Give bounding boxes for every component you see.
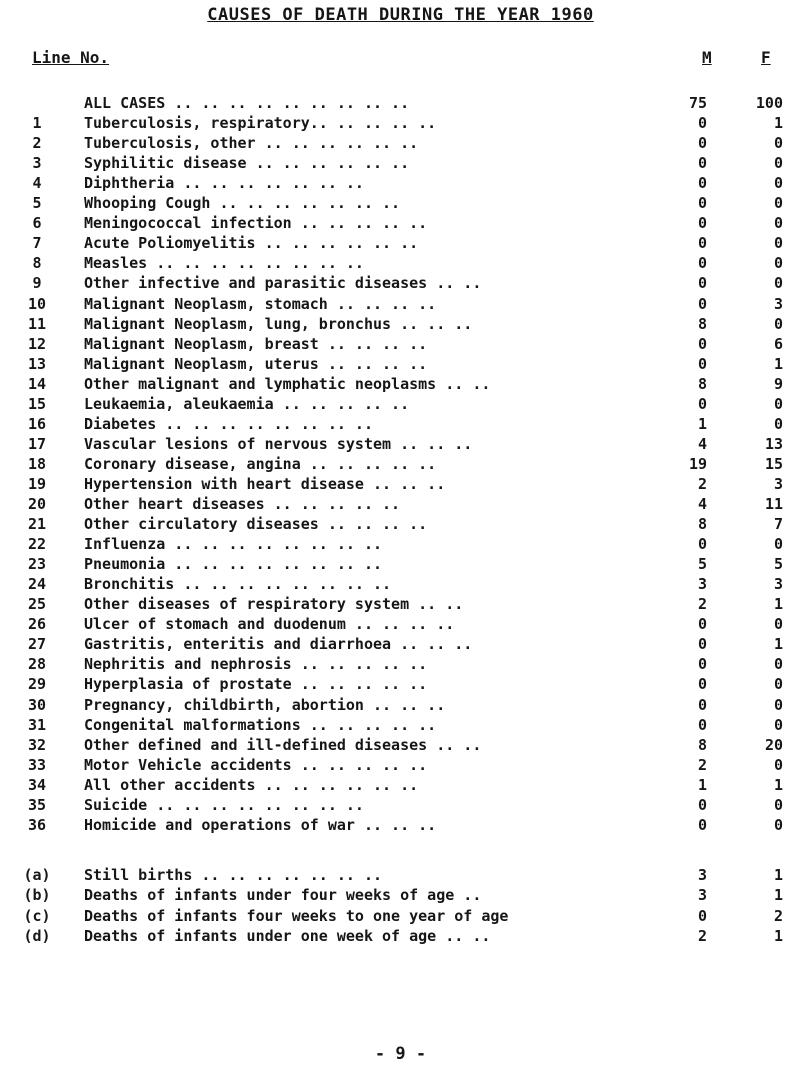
cause-label: Measles .. .. .. .. .. .. .. .. [84,254,364,273]
male-count: 0 [697,254,707,273]
line-number: 14 [27,374,47,393]
female-count: 0 [773,795,783,814]
cause-label: Pneumonia .. .. .. .. .. .. .. .. [84,555,383,574]
table-row [0,555,801,575]
male-count: 8 [697,515,707,534]
female-count: 11 [764,495,783,513]
table-row [0,395,801,415]
line-number: (b) [23,886,51,905]
table-row [0,595,801,615]
male-count: 3 [697,886,707,905]
female-count: 1 [773,775,783,794]
line-number: 36 [27,815,47,834]
line-number: 34 [27,775,47,794]
male-count: 0 [697,906,707,925]
female-count: 3 [773,474,783,493]
female-count: 0 [773,154,783,173]
cause-label: Malignant Neoplasm, breast .. .. .. .. [84,334,428,353]
male-count: 3 [697,575,707,594]
female-count: 1 [773,886,783,905]
table-row [0,776,801,796]
cause-label: Other diseases of respiratory system .. .. [84,595,464,614]
line-number: 18 [27,454,47,473]
table-row [0,415,801,435]
cause-label: Hyperplasia of prostate .. .. .. .. .. [84,675,428,694]
table-row [0,515,801,535]
female-count: 20 [764,735,783,754]
cause-label: Influenza .. .. .. .. .. .. .. .. [84,535,383,554]
male-count: 8 [697,314,707,333]
cause-label: Whooping Cough .. .. .. .. .. .. .. [84,194,401,213]
table-row [0,736,801,756]
cause-label: Nephritis and nephrosis .. .. .. .. .. [84,655,428,674]
female-count: 13 [764,434,783,453]
male-count: 0 [697,354,707,373]
table-row [0,315,801,335]
line-number: 6 [32,214,42,233]
line-number: 15 [27,394,47,413]
line-number: 11 [27,314,47,333]
cause-label: Other heart diseases .. .. .. .. .. [84,495,401,513]
female-count: 0 [773,815,783,834]
table-row [0,335,801,355]
female-count: 0 [773,655,783,674]
female-count: 0 [773,535,783,554]
cause-label: Hypertension with heart disease .. .. .. [84,474,446,493]
female-count: 0 [773,695,783,714]
line-number: 26 [27,615,47,634]
male-count: 0 [697,154,707,173]
cause-label: Diphtheria .. .. .. .. .. .. .. [84,174,364,193]
page-title: CAUSES OF DEATH DURING THE YEAR 1960 [207,5,594,25]
line-number: 27 [27,635,47,654]
cause-label: Deaths of infants under one week of age .. .. [84,926,491,945]
female-count: 3 [773,294,783,313]
female-count: 0 [773,414,783,433]
table-row [0,254,801,274]
male-count: 0 [697,655,707,674]
female-count: 0 [773,254,783,273]
table-row [0,435,801,455]
line-number: 35 [27,795,47,814]
male-count: 4 [697,434,707,453]
cause-label: Acute Poliomyelitis .. .. .. .. .. .. [84,234,419,253]
table-row [0,174,801,194]
male-count: 0 [697,274,707,293]
male-count: 2 [697,474,707,493]
female-count: 0 [773,134,783,153]
female-column-header: F [761,48,771,67]
male-count: 0 [697,114,707,133]
line-number: 25 [27,595,47,614]
line-number: (c) [23,906,51,925]
table-row [0,495,801,515]
male-count: 0 [697,194,707,213]
line-number: 33 [27,755,47,774]
line-number: 12 [27,334,47,353]
line-number: 10 [27,294,47,313]
female-count: 6 [773,334,783,353]
cause-label: Leukaemia, aleukaemia .. .. .. .. .. [84,394,410,413]
cause-label: Congenital malformations .. .. .. .. .. [84,715,437,734]
cause-label: Malignant Neoplasm, uterus .. .. .. .. [84,354,428,373]
male-count: 2 [697,926,707,945]
line-number: 21 [27,515,47,534]
cause-label: Malignant Neoplasm, lung, bronchus .. .. .. [84,314,473,333]
male-count: 2 [697,595,707,614]
female-count: 0 [773,314,783,333]
male-count: 0 [697,334,707,353]
female-count: 1 [773,926,783,945]
table-row [0,696,801,716]
line-number: 22 [27,535,47,554]
line-number: 24 [27,575,47,594]
female-count: 1 [773,595,783,614]
female-count: 0 [773,755,783,774]
male-count: 19 [688,454,707,473]
line-number: 1 [32,114,42,133]
male-count: 0 [697,635,707,654]
cause-label: Bronchitis .. .. .. .. .. .. .. .. [84,575,392,594]
cause-label: Vascular lesions of nervous system .. .. .. [84,434,473,453]
cause-label: Deaths of infants under four weeks of age .. [84,886,482,905]
male-count: 0 [697,294,707,313]
table-row [0,274,801,294]
line-number: 19 [27,474,47,493]
male-count: 5 [697,555,707,574]
cause-label: Coronary disease, angina .. .. .. .. .. [84,454,437,473]
female-count: 0 [773,234,783,253]
table-row [0,535,801,555]
male-count: 2 [697,755,707,774]
cause-label: Other circulatory diseases .. .. .. .. [84,515,428,534]
male-column-header: M [702,48,712,67]
female-count: 0 [773,214,783,233]
table-row [0,635,801,655]
cause-label: Ulcer of stomach and duodenum .. .. .. .. [84,615,455,634]
female-count: 0 [773,274,783,293]
line-number: 32 [27,735,47,754]
female-count: 100 [755,94,783,112]
table-row [0,134,801,154]
line-number: 2 [32,134,42,153]
cause-label: Deaths of infants four weeks to one year of age [84,906,509,925]
cause-label: ALL CASES .. .. .. .. .. .. .. .. .. [84,94,410,112]
table-row [0,295,801,315]
cause-label: Still births .. .. .. .. .. .. .. [84,866,383,884]
infant-row [0,866,801,886]
female-count: 2 [773,906,783,925]
male-count: 0 [697,695,707,714]
male-count: 8 [697,735,707,754]
line-number: 9 [32,274,42,293]
female-count: 9 [773,374,783,393]
infant-row [0,886,801,906]
male-count: 0 [697,394,707,413]
line-number: 7 [32,234,42,253]
table-row [0,716,801,736]
cause-label: Tuberculosis, respiratory.. .. .. .. .. [84,114,437,133]
cause-label: Other infective and parasitic diseases .. .. [84,274,482,293]
male-count: 1 [697,414,707,433]
female-count: 0 [773,194,783,213]
cause-label: Pregnancy, childbirth, abortion .. .. .. [84,695,446,714]
table-row [0,94,801,114]
female-count: 0 [773,715,783,734]
cause-label: Syphilitic disease .. .. .. .. .. .. [84,154,410,173]
table-row [0,816,801,836]
male-count: 1 [697,775,707,794]
cause-label: All other accidents .. .. .. .. .. .. [84,775,419,794]
male-count: 0 [697,795,707,814]
cause-label: Malignant Neoplasm, stomach .. .. .. .. [84,294,437,313]
female-count: 0 [773,174,783,193]
male-count: 8 [697,374,707,393]
cause-label: Suicide .. .. .. .. .. .. .. .. [84,795,364,814]
male-count: 0 [697,234,707,253]
line-number: 4 [32,174,42,193]
table-row [0,756,801,776]
line-number: 8 [32,254,42,273]
table-row [0,355,801,375]
line-number: (a) [23,866,51,884]
table-row [0,375,801,395]
line-number: 23 [27,555,47,574]
line-number: 17 [27,434,47,453]
cause-label: Motor Vehicle accidents .. .. .. .. .. [84,755,428,774]
male-count: 4 [697,495,707,513]
male-count: 0 [697,174,707,193]
table-row [0,475,801,495]
male-count: 0 [697,134,707,153]
male-count: 75 [688,94,707,112]
line-number: 28 [27,655,47,674]
infant-row [0,927,801,947]
line-no-header: Line No. [32,48,110,67]
female-count: 1 [773,635,783,654]
male-count: 0 [697,615,707,634]
line-number: 13 [27,354,47,373]
line-number: 31 [27,715,47,734]
male-count: 0 [697,715,707,734]
female-count: 1 [773,114,783,133]
line-number: 3 [32,154,42,173]
cause-label: Tuberculosis, other .. .. .. .. .. .. [84,134,419,153]
table-row [0,154,801,174]
female-count: 0 [773,615,783,634]
line-number: 5 [32,194,42,213]
table-row [0,575,801,595]
cause-label: Other malignant and lymphatic neoplasms .. .. [84,374,491,393]
infant-row [0,907,801,927]
table-row [0,655,801,675]
cause-label: Diabetes .. .. .. .. .. .. .. .. [84,414,373,433]
female-count: 1 [773,354,783,373]
cause-label: Gastritis, enteritis and diarrhoea .. .. .. [84,635,473,654]
female-count: 1 [773,866,783,884]
page-number: - 9 - [374,1044,427,1064]
male-count: 0 [697,815,707,834]
line-number: 20 [27,495,47,513]
table-row [0,114,801,134]
table-row [0,234,801,254]
table-row [0,615,801,635]
female-count: 7 [773,515,783,534]
line-number: 29 [27,675,47,694]
cause-label: Other defined and ill-defined diseases .. .. [84,735,482,754]
line-number: (d) [23,926,51,945]
cause-label: Homicide and operations of war .. .. .. [84,815,437,834]
female-count: 5 [773,555,783,574]
cause-label: Meningococcal infection .. .. .. .. .. [84,214,428,233]
female-count: 15 [764,454,783,473]
male-count: 3 [697,866,707,884]
table-row [0,796,801,816]
female-count: 0 [773,394,783,413]
line-number: 16 [27,414,47,433]
table-row [0,194,801,214]
male-count: 0 [697,535,707,554]
male-count: 0 [697,214,707,233]
table-row [0,675,801,695]
table-row [0,214,801,234]
female-count: 0 [773,675,783,694]
line-number: 30 [27,695,47,714]
female-count: 3 [773,575,783,594]
male-count: 0 [697,675,707,694]
table-row [0,455,801,475]
